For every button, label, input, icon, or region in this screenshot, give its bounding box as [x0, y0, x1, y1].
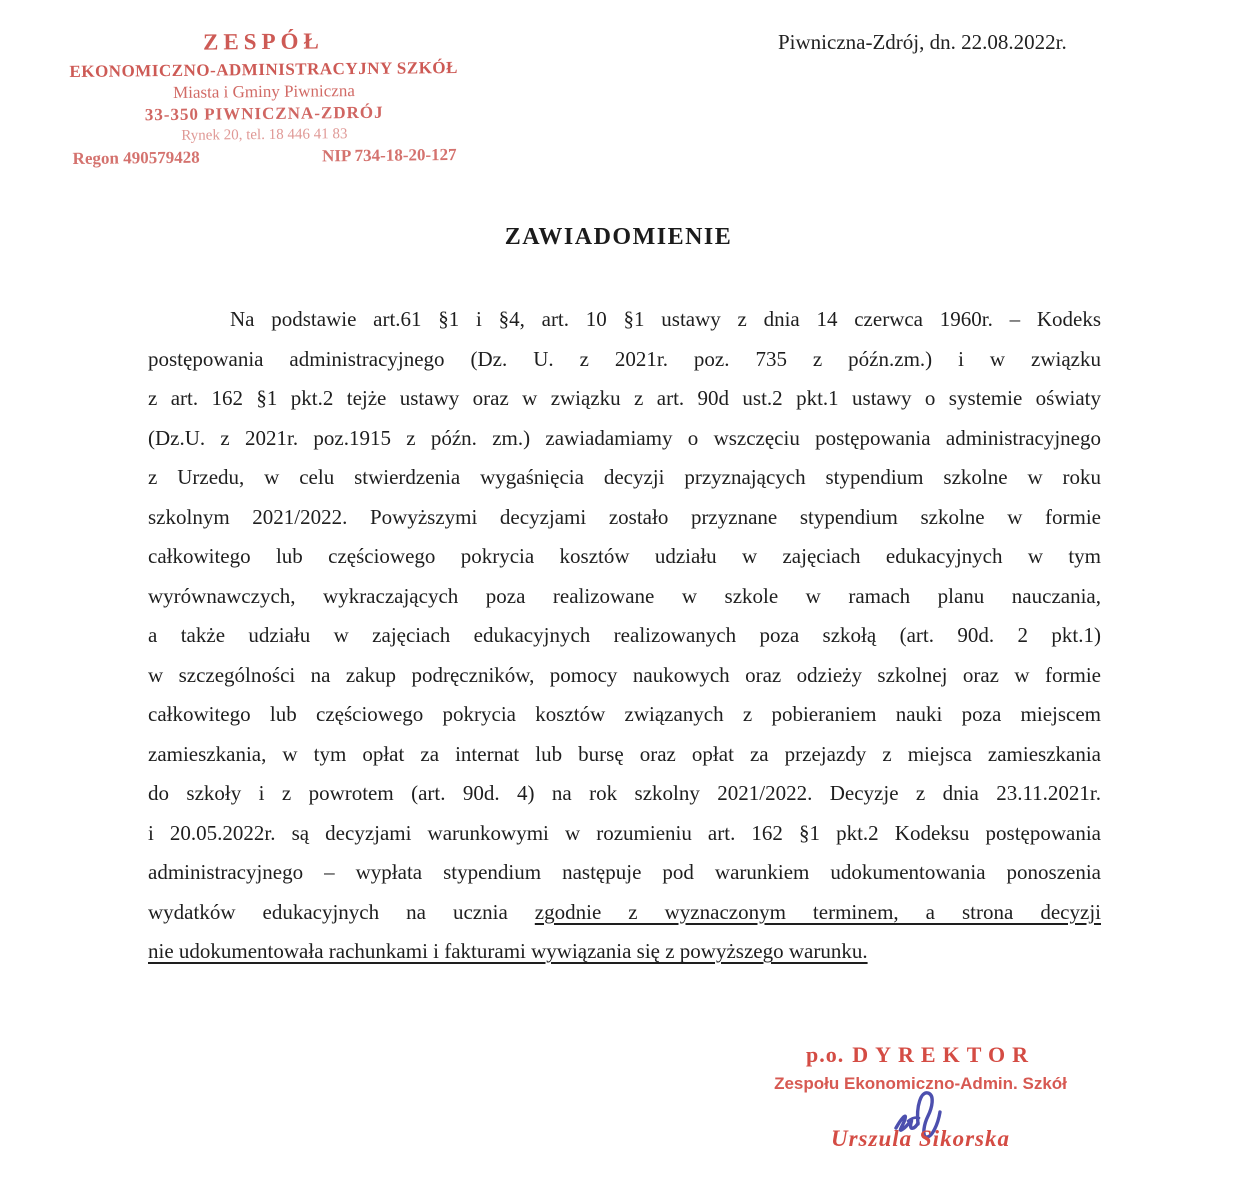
body-text-run: z art. 162 §1 pkt.2 tejże ustawy oraz w związku z art. 90d ust.2 pkt.1 ustawy o systemie oświaty — [148, 386, 1101, 410]
body-text-run: całkowitego lub częściowego pokrycia kosztów udziału w zajęciach edukacyjnych w tym — [148, 544, 1101, 568]
body-line — [148, 735, 1101, 775]
stamp-org-address: Rynek 20, tel. 18 446 41 83 — [181, 125, 348, 144]
body-text-run: i 20.05.2022r. są decyzjami warunkowymi w rozumieniu art. 162 §1 pkt.2 Kodeksu postępowania — [148, 820, 1101, 845]
body-line — [148, 656, 1101, 696]
body-text — [148, 300, 1101, 972]
stamp-org-type: EKONOMICZNO-ADMINISTRACYJNY SZKÓŁ — [69, 57, 459, 81]
body-text-run: z Urzedu, w celu stwierdzenia wygaśnięcia decyzji przyznających stypendium szkolne w roku — [148, 465, 1101, 489]
body-text-run: całkowitego lub częściowego pokrycia kosztów związanych z pobieraniem nauki poza miejscem — [148, 702, 1101, 726]
body-line — [148, 577, 1101, 617]
body-line — [148, 616, 1101, 656]
body-text-run: (Dz.U. z 2021r. poz.1915 z późn. zm.) zawiadamiamy o wszczęciu postępowania administracyjnego — [148, 425, 1101, 450]
body-line — [148, 893, 1101, 933]
body-text-run: a także udziału w zajęciach edukacyjnych realizowanych poza szkołą (art. 90d. 2 pkt.1) — [148, 623, 1101, 647]
signatory-role-title: DYREKTOR — [852, 1042, 1035, 1067]
body-text-run: szkolnym 2021/2022. Powyższymi decyzjami zostało przyznane stypendium szkolne w formie — [148, 504, 1101, 529]
stamp-org-region: Miasta i Gminy Piwniczna — [172, 81, 355, 102]
body-line — [148, 498, 1101, 538]
stamp-nip: NIP 734-18-20-127 — [321, 145, 457, 166]
stamp-regon: Regon 490579428 — [72, 147, 200, 169]
body-text-run: zamieszkania, w tym opłat za internat lub bursę oraz opłat za przejazdy z miejsca zamieszkania — [148, 741, 1101, 766]
signatory-name: Urszula Sikorska — [831, 1126, 1010, 1151]
signatory-role — [748, 1042, 1093, 1068]
body-line — [148, 379, 1101, 419]
body-line — [148, 853, 1101, 893]
body-line — [148, 419, 1101, 459]
body-line — [148, 932, 1101, 972]
body-underlined-text: zgodnie z wyznaczonym terminem, a strona decyzji — [534, 899, 1101, 924]
body-line — [148, 340, 1101, 380]
stamp-org-name: ZESPÓŁ — [202, 28, 324, 55]
body-text-run: wyrównawczych, wykraczających poza realizowane w szkole w ramach planu nauczania, — [148, 583, 1101, 608]
body-text-run: do szkoły i z powrotem (art. 90d. 4) na rok szkolny 2021/2022. Decyzje z dnia 23.11.2021r. — [148, 781, 1101, 805]
body-line — [148, 458, 1101, 498]
stamp-ids-row — [59, 144, 471, 170]
sender-stamp — [57, 26, 470, 170]
body-line — [148, 774, 1101, 814]
body-underlined-text: nie udokumentowała rachunkami i fakturami wywiązania się z powyższego warunku. — [148, 939, 868, 963]
body-text-run: postępowania administracyjnego (Dz. U. z 2021r. poz. 735 z późn.zm.) i w związku — [148, 346, 1101, 371]
body-line — [148, 300, 1101, 340]
stamp-org-city: 33-350 PIWNICZNA-ZDRÓJ — [144, 102, 384, 125]
signature-block — [748, 1042, 1093, 1182]
body-text-run: wydatków edukacyjnych na ucznia — [148, 899, 535, 924]
place-date-line: Piwniczna-Zdrój, dn. 22.08.2022r. — [778, 30, 1067, 54]
body-text-run: w szczególności na zakup podręczników, pomocy naukowych oraz odzieży szkolnej oraz w formie — [148, 662, 1101, 687]
signatory-role-prefix: p.o. — [806, 1042, 845, 1067]
signatory-org: Zespołu Ekonomiczno-Admin. Szkół — [774, 1074, 1067, 1093]
body-line — [148, 814, 1101, 854]
body-line — [148, 695, 1101, 735]
body-line — [148, 537, 1101, 577]
body-text-run: administracyjnego – wypłata stypendium następuje pod warunkiem udokumentowania ponoszenia — [148, 860, 1101, 884]
document-title: ZAWIADOMIENIE — [504, 224, 733, 250]
body-text-run: Na podstawie art.61 §1 i §4, art. 10 §1 ustawy z dnia 14 czerwca 1960r. – Kodeks — [230, 307, 1101, 331]
